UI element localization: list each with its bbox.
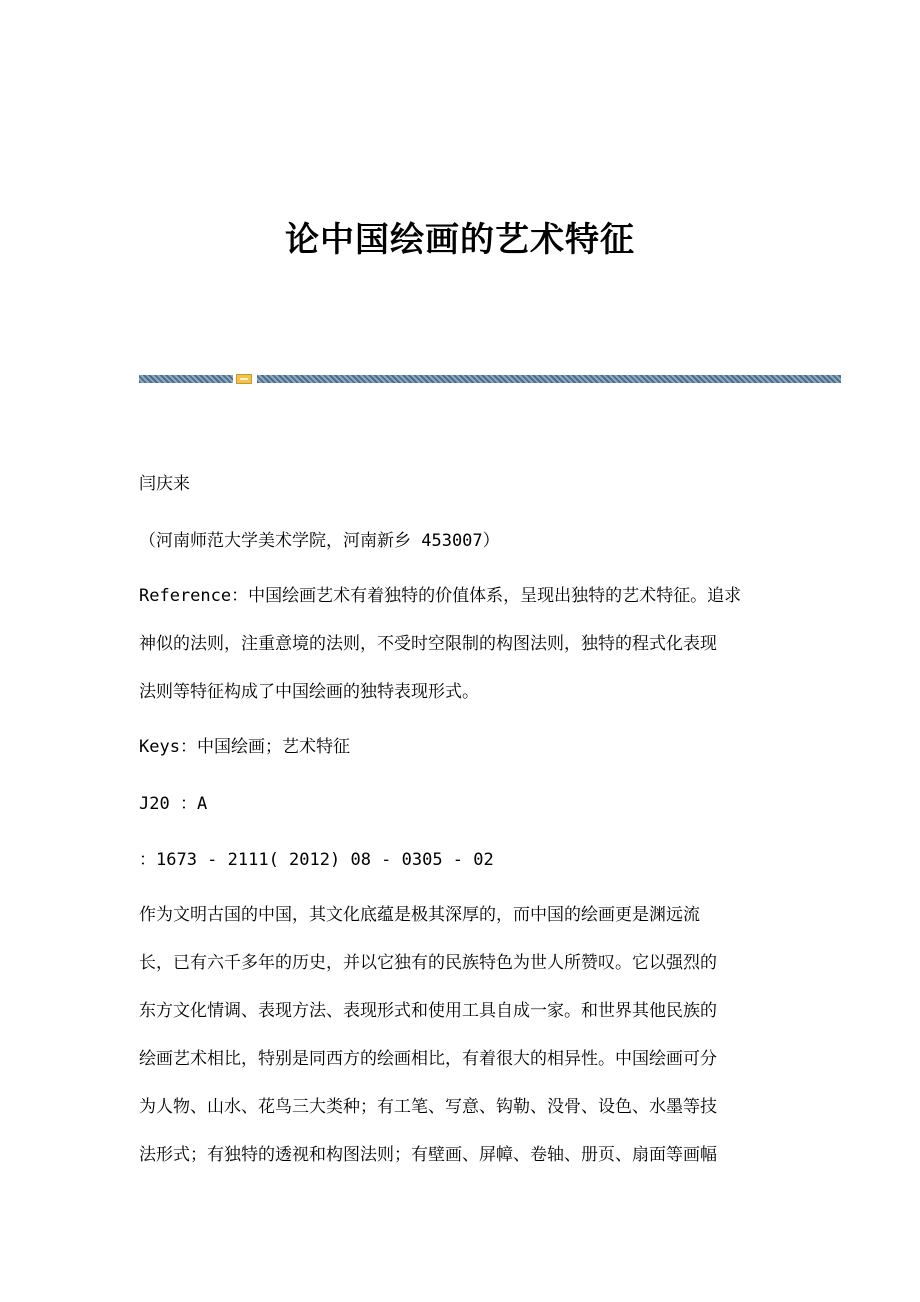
abstract-line: Reference：中国绘画艺术有着独特的价值体系，呈现出独特的艺术特征。追求 [139, 586, 742, 606]
body-line: 长，已有六千多年的历史，并以它独有的民族特色为世人所赞叹。它以强烈的 [139, 953, 717, 973]
abstract-line: 法则等特征构成了中国绘画的独特表现形式。 [139, 682, 479, 702]
body-line: 法形式；有独特的透视和构图法则；有壁画、屏幛、卷轴、册页、扇面等画幅 [139, 1145, 717, 1165]
keywords: Keys：中国绘画；艺术特征 [139, 737, 350, 757]
divider-ornament-icon [236, 374, 252, 384]
body-line: 为人物、山水、花鸟三大类种；有工笔、写意、钩勒、没骨、设色、水墨等技 [139, 1097, 717, 1117]
document-title: 论中国绘画的艺术特征 [285, 220, 635, 260]
author-affiliation: （河南师范大学美术学院，河南新乡 453007） [139, 531, 500, 551]
body-line: 绘画艺术相比，特别是同西方的绘画相比，有着很大的相异性。中国绘画可分 [139, 1049, 717, 1069]
classification-code: J20 ：A [139, 794, 208, 814]
article-number: ：1673 - 2111( 2012) 08 - 0305 - 02 [139, 850, 494, 870]
title-divider-right [257, 375, 841, 383]
title-divider-left [139, 375, 233, 383]
body-line: 东方文化情调、表现方法、表现形式和使用工具自成一家。和世界其他民族的 [139, 1001, 717, 1021]
abstract-line: 神似的法则，注重意境的法则，不受时空限制的构图法则，独特的程式化表现 [139, 634, 717, 654]
author-name: 闫庆来 [139, 474, 190, 494]
body-line: 作为文明古国的中国，其文化底蕴是极其深厚的，而中国的绘画更是渊远流 [139, 905, 700, 925]
